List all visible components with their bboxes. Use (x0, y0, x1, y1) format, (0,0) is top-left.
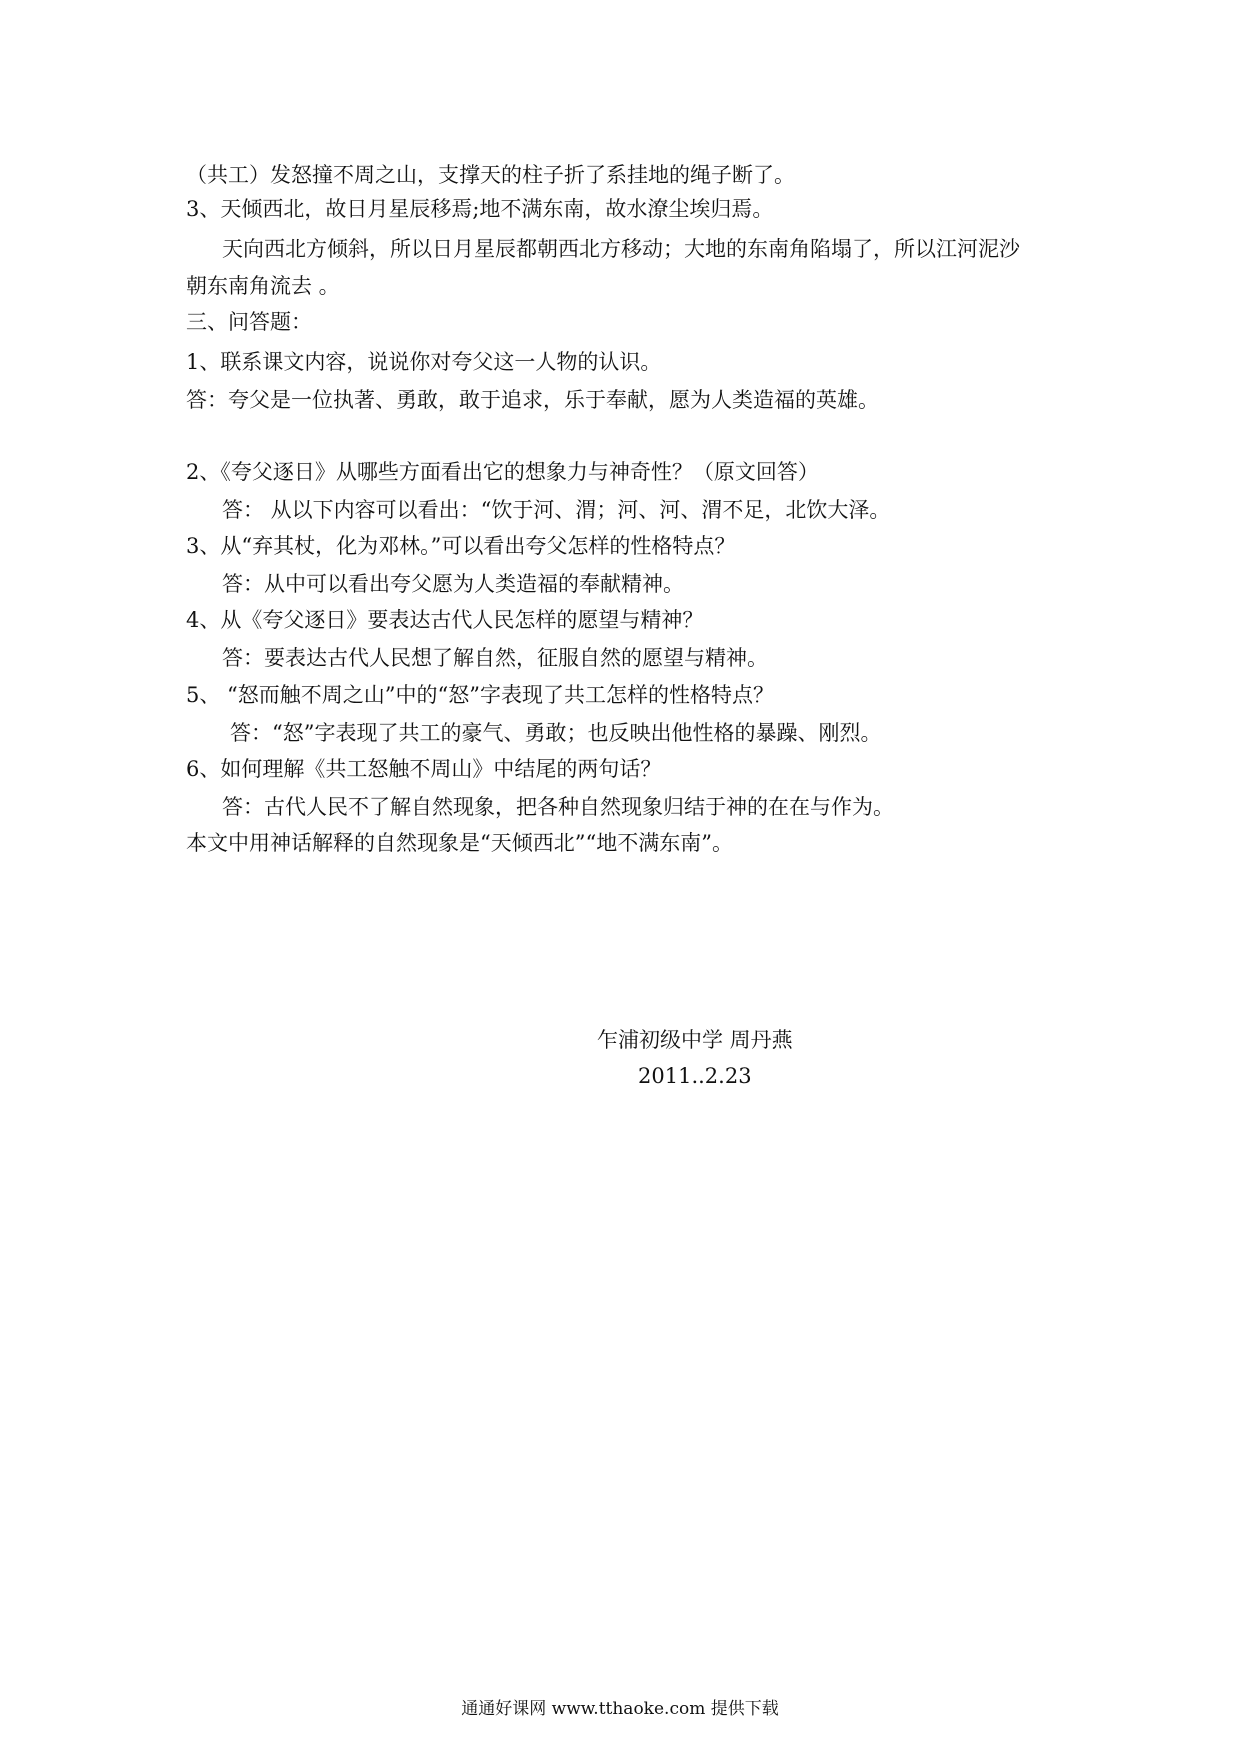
signature-author: 乍浦初级中学 周丹燕 (597, 1028, 793, 1052)
text-line-2: 3、天倾西北，故日月星辰移焉;地不满东南，故水潦尘埃归焉。 (186, 197, 774, 221)
answer-4: 答：要表达古代人民想了解自然，征服自然的愿望与精神。 (222, 646, 768, 670)
signature-date: 2011..2.23 (638, 1064, 752, 1088)
question-6: 6、如何理解《共工怒触不周山》中结尾的两句话？ (186, 757, 662, 781)
answer-6: 答：古代人民不了解自然现象，把各种自然现象归结于神的在在与作为。 (222, 795, 894, 819)
question-1: 1、联系课文内容，说说你对夸父这一人物的认识。 (186, 350, 662, 374)
page-footer: 通通好课网 www.tthaoke.com 提供下载 (461, 1699, 779, 1719)
text-line-3: 天向西北方倾斜，所以日月星辰都朝西北方移动；大地的东南角陷塌了，所以江河泥沙 (222, 237, 1020, 261)
question-4: 4、从《夸父逐日》要表达古代人民怎样的愿望与精神？ (186, 608, 704, 632)
answer-1: 答：夸父是一位执著、勇敢，敢于追求，乐于奉献，愿为人类造福的英雄。 (186, 388, 879, 412)
answer-5: 答：“怒”字表现了共工的豪气、勇敢；也反映出他性格的暴躁、刚烈。 (230, 721, 882, 745)
text-line-1: （共工）发怒撞不周之山，支撑天的柱子折了系挂地的绳子断了。 (186, 163, 795, 187)
answer-2: 答： 从以下内容可以看出：“饮于河、渭；河、河、渭不足，北饮大泽。 (222, 498, 891, 522)
answer-6-continued: 本文中用神话解释的自然现象是“天倾西北”“地不满东南”。 (186, 831, 733, 855)
answer-3: 答：从中可以看出夸父愿为人类造福的奉献精神。 (222, 572, 684, 596)
section-heading: 三、问答题： (186, 310, 312, 334)
text-line-4: 朝东南角流去 。 (186, 274, 340, 298)
question-2: 2、《夸父逐日》从哪些方面看出它的想象力与神奇性？（原文回答） (186, 460, 819, 484)
question-5: 5、 “怒而触不周之山”中的“怒”字表现了共工怎样的性格特点？ (186, 683, 774, 707)
question-3: 3、从“弃其杖，化为邓林。”可以看出夸父怎样的性格特点？ (186, 534, 736, 558)
